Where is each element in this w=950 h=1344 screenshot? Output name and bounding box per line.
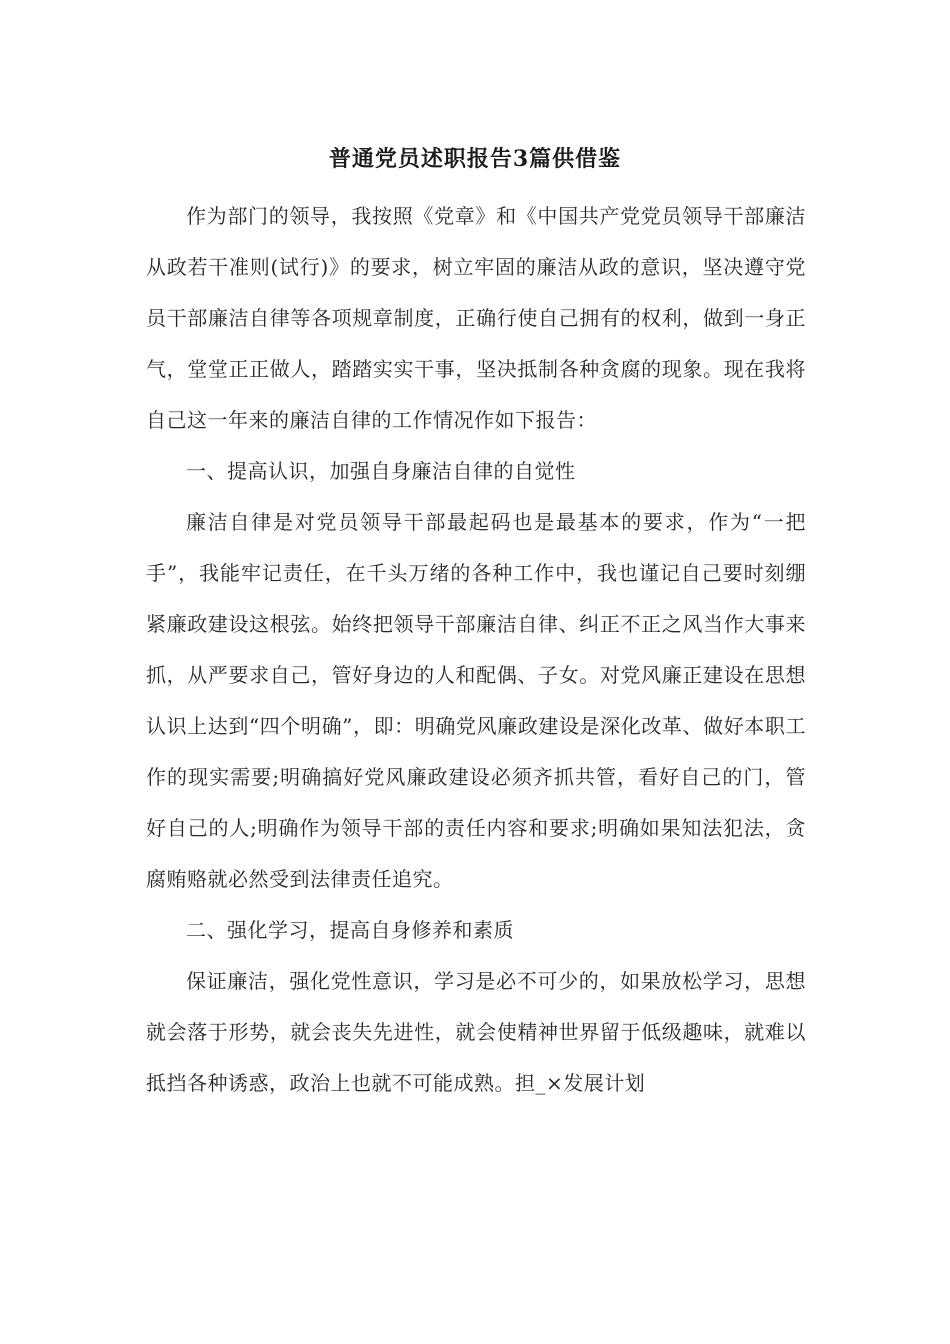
section-1-paragraph: 廉洁自律是对党员领导干部最起码也是最基本的要求，作为“一把手”，我能牢记责任，在千头万绪的各种工作中，我也谨记自己要时刻绷紧廉政建设这根弦。始终把领导干部廉洁自律、纠正不正之风当作大事来抓，从严要求自己，管好身边的人和配偶、子女。对党风廉正建设在思想认识上达到“四个明确”，即：明确党风廉政建设是深化改革、做好本职工作的现实需要;明确搞好党风廉政建设必须齐抓共管，看好自己的门，管好自己的人;明确作为领导干部的责任内容和要求;明确如果知法犯法，贪腐贿赂就必然受到法律责任追究。 (146, 510, 806, 891)
document-title: 普通党员述职报告3篇供借鉴 (328, 146, 622, 172)
section-heading-1: 一、提高认识，加强自身廉洁自律的自觉性 (186, 459, 576, 483)
document-body (146, 191, 806, 1109)
section-2-paragraph: 保证廉洁，强化党性意识，学习是必不可少的，如果放松学习，思想就会落于形势，就会丧失先进性，就会使精神世界留于低级趣味，就难以抵挡各种诱惑，政治上也就不可能成熟。担_×发展计划 (146, 969, 806, 1095)
intro-paragraph: 作为部门的领导，我按照《党章》和《中国共产党党员领导干部廉洁从政若干准则(试行)》的要求，树立牢固的廉洁从政的意识，坚决遵守党员干部廉洁自律等各项规章制度，正确行使自己拥有的权利，做到一身正气，堂堂正正做人，踏踏实实干事，坚决抵制各种贪腐的现象。现在我将自己这一年来的廉洁自律的工作情况作如下报告： (146, 204, 806, 432)
section-heading-2: 二、强化学习，提高自身修养和素质 (186, 918, 514, 942)
